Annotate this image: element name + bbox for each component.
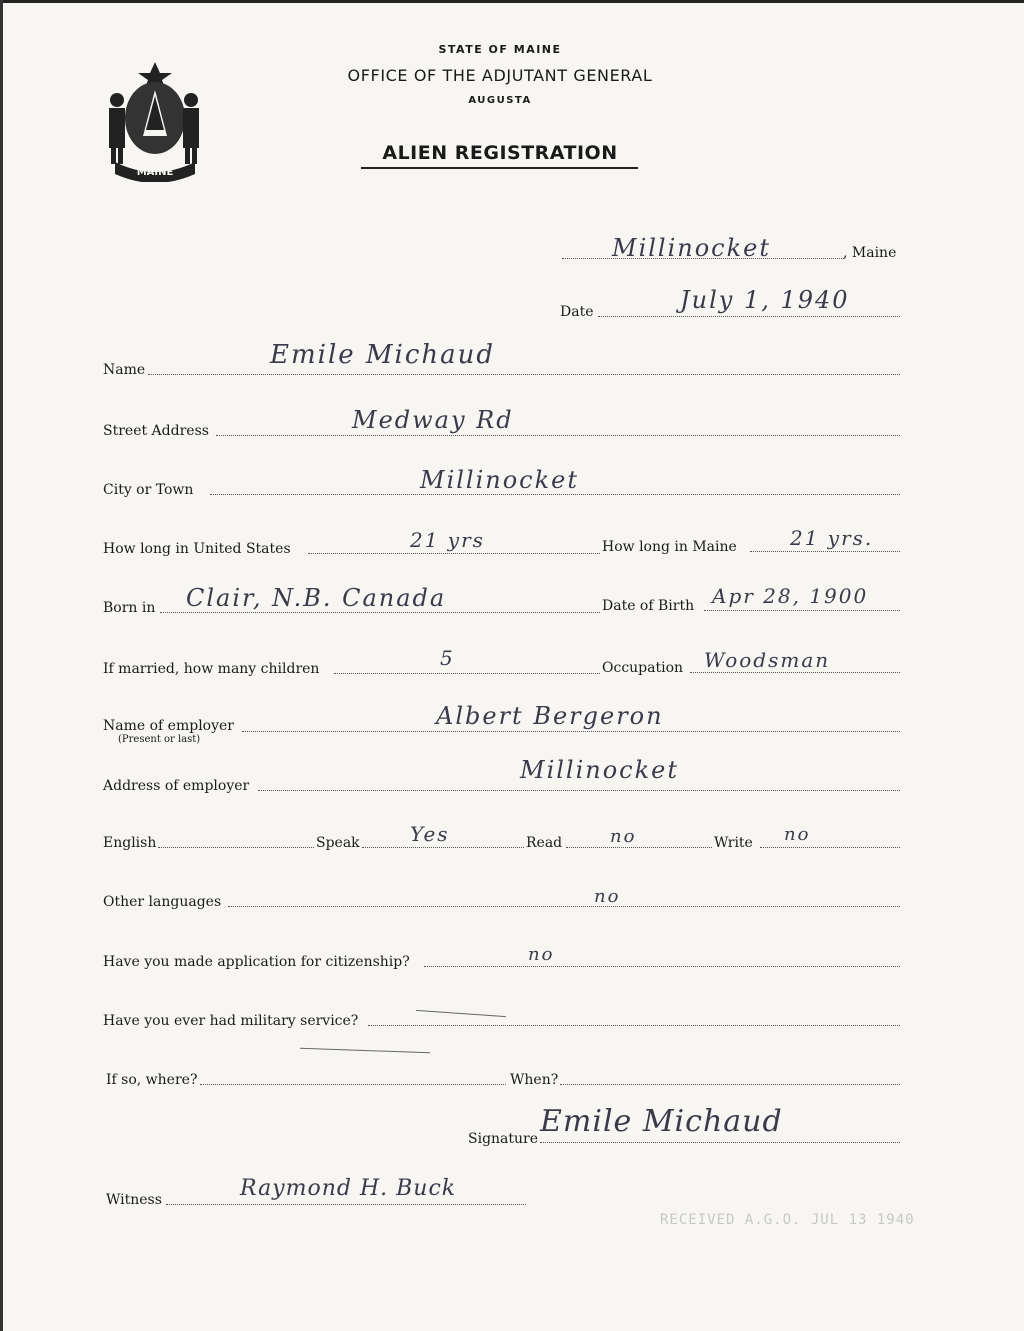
occupation-label: Occupation — [602, 660, 684, 676]
street-line — [216, 435, 900, 436]
military-line — [368, 1025, 900, 1026]
employer-label: Name of employer — [103, 718, 234, 734]
when-line — [560, 1084, 900, 1085]
place-suffix: , Maine — [843, 245, 897, 261]
read-label: Read — [526, 835, 563, 851]
employer-address-line — [258, 790, 900, 791]
date-of-birth-line — [704, 610, 900, 611]
how-long-us-line — [308, 553, 600, 554]
name-value[interactable]: Emile Michaud — [270, 340, 496, 370]
read-value[interactable]: no — [610, 826, 637, 847]
signature-line — [540, 1142, 900, 1143]
read-line — [566, 847, 712, 848]
name-line — [148, 374, 900, 375]
other-languages-value[interactable]: no — [594, 886, 621, 907]
write-value[interactable]: no — [784, 824, 811, 845]
speak-value[interactable]: Yes — [410, 822, 450, 846]
children-value[interactable]: 5 — [440, 646, 455, 670]
citizenship-label: Have you made application for citizenship? — [103, 954, 410, 970]
how-long-maine-value[interactable]: 21 yrs. — [790, 526, 874, 550]
witness-label: Witness — [106, 1192, 162, 1208]
date-of-birth-value[interactable]: Apr 28, 1900 — [712, 584, 869, 608]
where-label: If so, where? — [106, 1072, 198, 1088]
children-line — [334, 673, 600, 674]
children-label: If married, how many children — [103, 661, 320, 677]
citizenship-line — [424, 966, 900, 967]
employer-line — [242, 731, 900, 732]
when-label: When? — [510, 1072, 559, 1088]
how-long-maine-line — [750, 551, 900, 552]
other-languages-label: Other languages — [103, 894, 222, 910]
other-languages-line — [228, 906, 900, 907]
employer-sublabel: (Present or last) — [118, 734, 201, 745]
city-value[interactable]: Millinocket — [420, 466, 580, 494]
employer-value[interactable]: Albert Bergeron — [436, 702, 664, 730]
speak-label: Speak — [316, 835, 360, 851]
city-line — [210, 494, 900, 495]
street-value[interactable]: Medway Rd — [352, 406, 514, 434]
date-line — [598, 316, 900, 317]
born-in-line — [160, 612, 600, 613]
occupation-value[interactable]: Woodsman — [704, 648, 831, 672]
state-heading: STATE OF MAINE — [438, 43, 562, 56]
page-border-left — [0, 0, 3, 1331]
office-heading: OFFICE OF THE ADJUTANT GENERAL — [347, 66, 653, 85]
military-dash-mark — [416, 1010, 506, 1017]
title-underline — [361, 167, 638, 169]
witness-value[interactable]: Raymond H. Buck — [240, 1176, 457, 1201]
page-border-top — [0, 0, 1024, 3]
born-in-label: Born in — [103, 600, 156, 616]
signature-value[interactable]: Emile Michaud — [540, 1104, 783, 1139]
english-label: English — [103, 835, 157, 851]
how-long-us-value[interactable]: 21 yrs — [410, 528, 485, 552]
occupation-line — [690, 672, 900, 673]
street-label: Street Address — [103, 423, 209, 439]
city-heading: AUGUSTA — [468, 95, 532, 106]
how-long-us-label: How long in United States — [103, 541, 291, 557]
where-line — [200, 1084, 506, 1085]
date-of-birth-label: Date of Birth — [602, 598, 695, 614]
form-title: ALIEN REGISTRATION — [382, 142, 618, 164]
write-line — [760, 847, 900, 848]
write-label: Write — [714, 835, 753, 851]
born-in-value[interactable]: Clair, N.B. Canada — [186, 584, 447, 612]
city-label: City or Town — [103, 482, 194, 498]
english-line — [158, 847, 314, 848]
date-label: Date — [560, 304, 594, 320]
signature-label: Signature — [468, 1131, 539, 1147]
how-long-maine-label: How long in Maine — [602, 539, 737, 555]
speak-line — [362, 847, 524, 848]
name-label: Name — [103, 362, 146, 378]
employer-address-value[interactable]: Millinocket — [520, 756, 680, 784]
svg-text:MAINE: MAINE — [136, 167, 174, 178]
employer-address-label: Address of employer — [103, 778, 250, 794]
witness-line — [166, 1204, 526, 1205]
stray-dash-mark — [300, 1048, 430, 1054]
citizenship-value[interactable]: no — [528, 944, 555, 965]
place-value[interactable]: Millinocket — [612, 234, 772, 262]
date-value[interactable]: July 1, 1940 — [680, 286, 850, 314]
received-stamp: RECEIVED A.G.O. JUL 13 1940 — [660, 1212, 915, 1228]
military-label: Have you ever had military service? — [103, 1013, 359, 1029]
